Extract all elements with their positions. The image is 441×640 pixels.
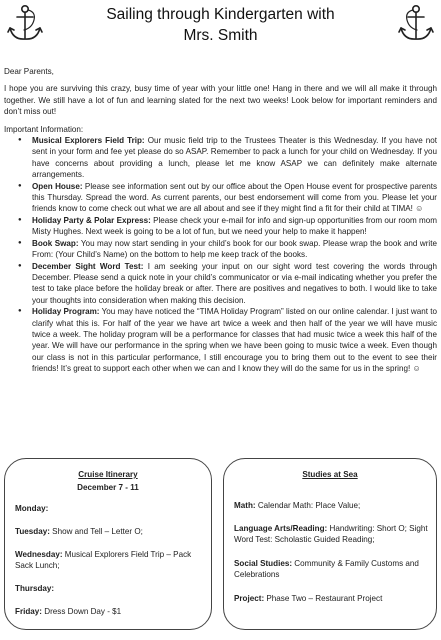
item-text: Please see information sent out by our office about the Open House event for prospective parents this Thursday. Spread the word. As current parents, our best endorsement will come from you. Please let your friends know to come check out what we are all about and see if they might find a fit for their child at TIMA! ☺ xyxy=(32,181,437,214)
item-label: Open House: xyxy=(32,181,83,191)
list-item xyxy=(32,306,437,374)
studies-at-sea-title: Studies at Sea xyxy=(302,470,358,479)
item-label: Holiday Party & Polar Express: xyxy=(32,215,151,225)
item-text: Our music field trip to the Trustees Theater is this Wednesday. If you have not sent in your form and fee yet please do so ASAP. Remember to pack a lunch for your child on Wednesday. If you have concerns about providing a lunch, please let me know ASAP we can definitely make alternate arrangements. xyxy=(32,136,437,180)
item-text: You may now start sending in your child’s book for our book swap. Please wrap the book and write From: (Your Child’s Name) on the bottom to help me keep track of the books. xyxy=(32,238,437,260)
intro-paragraph: I hope you are surviving this crazy, busy time of year with your little one! Hang in there and we will all make it through together. We still have a lot of fun and learning slated for the next two weeks! Look below for important reminders and don’t miss out! xyxy=(4,84,437,117)
day-thursday: Thursday: xyxy=(15,584,55,593)
day-tuesday: Tuesday: Show and Tell – Letter O; xyxy=(15,527,143,536)
list-item xyxy=(32,261,437,307)
item-label: December Sight Word Test: xyxy=(32,261,144,271)
page-title xyxy=(40,4,401,46)
list-item xyxy=(32,181,437,215)
list-item xyxy=(32,215,437,238)
anchor-icon xyxy=(395,2,437,44)
item-text: You may have noticed the “TIMA Holiday Program” listed on our online calendar. I just want to clarify what this is. For half of the year we have art twice a week and then half of the year we will have music twice a week. The holiday program will be a performance for classes that had music twice a week this half of the year. We will have our performance in the spring when we have been going to music twice a week. Even though our class is not in this particular performance, I still encourage you to bring them out to the event to see their friends! It’s great to support each other when we can and I know they will do the same for us in the spring! ☺ xyxy=(32,307,437,374)
cruise-itinerary-dates: December 7 - 11 xyxy=(77,483,139,492)
title-line-1: Sailing through Kindergarten with xyxy=(106,6,335,23)
day-monday: Monday: xyxy=(15,504,49,513)
subject-language-arts: Language Arts/Reading: Handwriting: Short O; Sight Word Test: Scholastic Guided Reading; xyxy=(234,524,428,544)
subject-math: Math: Calendar Math: Place Value; xyxy=(234,501,361,510)
item-text: I am seeking your input on our sight word test covering the words through December. Please send a quick note in your child’s communicator or via e-mail indicating whether you prefer the test to take place before the holiday break or after. There are positives and negatives to both. I would like to take your thoughts into consideration when making this decision. xyxy=(32,261,437,305)
info-list xyxy=(4,135,437,375)
item-label: Book Swap: xyxy=(32,238,79,248)
list-item xyxy=(32,238,437,261)
day-friday: Friday: Dress Down Day - $1 xyxy=(15,607,122,616)
item-text: Please check your e-mail for info and sign-up opportunities from our room mom Misty Hughes. Next week is going to be a lot of fun, but we need your help to make it happen! xyxy=(32,215,438,237)
cruise-itinerary-box xyxy=(4,458,212,630)
title-line-2: Mrs. Smith xyxy=(183,27,258,44)
greeting: Dear Parents, xyxy=(4,67,54,76)
list-item xyxy=(32,135,437,181)
subject-project: Project: Phase Two – Restaurant Project xyxy=(234,594,383,603)
studies-at-sea-box xyxy=(223,458,437,630)
cruise-itinerary-title: Cruise Itinerary xyxy=(78,470,138,479)
letter-body xyxy=(4,66,437,375)
item-label: Holiday Program: xyxy=(32,307,100,317)
info-heading: Important Information: xyxy=(4,124,84,134)
subject-social-studies: Social Studies: Community & Family Customs and Celebrations xyxy=(234,559,419,579)
day-wednesday: Wednesday: Musical Explorers Field Trip – Pack Sack Lunch; xyxy=(15,550,192,570)
item-label: Musical Explorers Field Trip: xyxy=(32,136,145,146)
